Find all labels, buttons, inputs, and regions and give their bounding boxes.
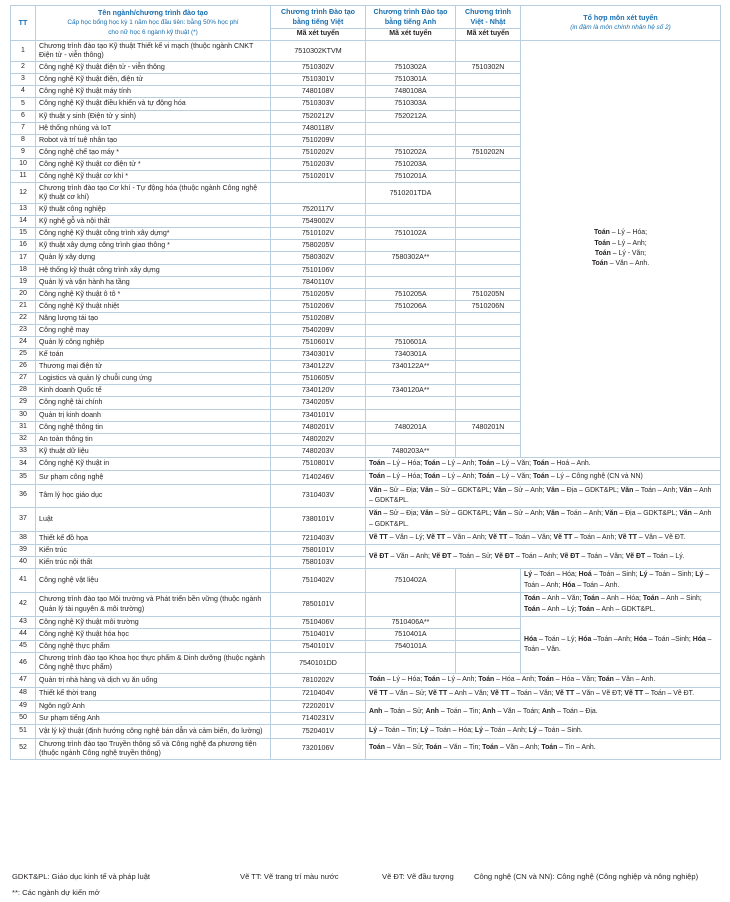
cell-index: 51	[11, 725, 36, 738]
cell-code-english: 7520212A	[366, 110, 456, 122]
cell-index: 26	[11, 361, 36, 373]
cell-program-name: Công nghệ may	[36, 324, 271, 336]
cell-code-english: 7510202A	[366, 146, 456, 158]
cell-code-english	[366, 324, 456, 336]
cell-code-vietnamese: 7340120V	[271, 385, 366, 397]
cell-code-vietnam-japan	[456, 629, 521, 641]
cell-program-name: Chương trình đào tạo Truyền thông số và Công nghệ đa phương tiện (thuộc ngành Công nghệ truyền thông)	[36, 738, 271, 759]
cell-code-english	[366, 433, 456, 445]
cell-program-name: Kỹ nghệ gỗ và nội thất	[36, 216, 271, 228]
table-row	[11, 738, 721, 759]
cell-program-name: Công nghệ Kỹ thuật hóa học	[36, 629, 271, 641]
cell-program-name: Công nghệ Kỹ thuật cơ khí *	[36, 170, 271, 182]
table-row	[11, 569, 721, 593]
header-cell-program-name: Tên ngành/chương trình đào tạo Cấp học bổng học kỳ 1 năm học đầu tiên: bằng 50% học phí cho nữ học 6 ngành kỹ thuật (*)	[36, 6, 271, 41]
cell-code-english	[366, 240, 456, 252]
cell-code-english: 7510205A	[366, 288, 456, 300]
cell-code-vietnamese: 7320106V	[271, 738, 366, 759]
table-row	[11, 471, 721, 484]
cell-index: 47	[11, 674, 36, 687]
cell-program-name: Kiến trúc nội thất	[36, 557, 271, 569]
cell-code-english: 7340301A	[366, 349, 456, 361]
cell-program-name: An toàn thông tin	[36, 433, 271, 445]
cell-code-vietnamese: 7480108V	[271, 86, 366, 98]
cell-code-vietnamese: 7140246V	[271, 471, 366, 484]
cell-index: 4	[11, 86, 36, 98]
cell-index: 1	[11, 41, 36, 62]
cell-code-vietnam-japan	[456, 433, 521, 445]
cell-code-vietnamese: 7480201V	[271, 421, 366, 433]
cell-code-vietnam-japan	[456, 158, 521, 170]
cell-index: 50	[11, 713, 36, 725]
cell-program-name: Công nghệ Kỹ thuật điều khiển và tự động hóa	[36, 98, 271, 110]
cell-code-english	[366, 41, 456, 62]
cell-index: 40	[11, 557, 36, 569]
cell-code-vietnam-japan	[456, 170, 521, 182]
cell-code-vietnamese: 7510209V	[271, 134, 366, 146]
cell-program-name: Công nghệ vật liệu	[36, 569, 271, 593]
cell-program-name: Chương trình đào tạo Kỹ thuật Thiết kế vi mạch (thuộc ngành CNKT Điện tử - viễn thông)	[36, 41, 271, 62]
cell-code-vietnam-japan: 7480201N	[456, 421, 521, 433]
cell-code-english: 7540101A	[366, 641, 456, 653]
cell-index: 25	[11, 349, 36, 361]
cell-program-name: Chương trình đào tạo Cơ khí - Tự động hóa (thuộc ngành Công nghệ Kỹ thuật cơ khí)	[36, 183, 271, 204]
cell-code-english	[366, 653, 456, 674]
cell-code-vietnam-japan	[456, 264, 521, 276]
cell-subject-combination: Vẽ TT – Văn – Sử; Vẽ TT – Anh – Văn; Vẽ TT – Toán – Văn; Vẽ TT – Văn – Vẽ ĐT; Vẽ TT – Toán – Vẽ ĐT.	[366, 687, 721, 700]
cell-program-name: Tâm lý học giáo dục	[36, 484, 271, 508]
cell-index: 8	[11, 134, 36, 146]
cell-index: 19	[11, 276, 36, 288]
cell-code-vietnamese: 7510206V	[271, 300, 366, 312]
cell-subject-combination: Anh – Toán – Sử; Anh – Toán – Tin; Anh – Văn – Toán; Anh – Toán – Địa.	[366, 701, 721, 725]
cell-program-name: Ngôn ngữ Anh	[36, 701, 271, 713]
cell-subject-combination: Văn – Sử – Địa; Văn – Sử – GDKT&PL; Văn – Sử – Anh; Văn – Toán – Anh; Văn – Địa – GDKT&PL; Văn – Anh – GDKT&PL.	[366, 508, 721, 532]
table-row	[11, 687, 721, 700]
cell-index: 23	[11, 324, 36, 336]
legend-note-new-majors: **: Các ngành dự kiến mở	[12, 888, 100, 897]
cell-code-english: 7340122A**	[366, 361, 456, 373]
cell-subject-combination: Toán – Lý – Hóa; Toán – Lý – Anh; Toán – Lý – Văn; Toán – Lý – Công nghệ (CN và NN)	[366, 471, 721, 484]
table-row	[11, 725, 721, 738]
cell-program-name: Công nghệ Kỹ thuật in	[36, 457, 271, 470]
cell-program-name: Kỹ thuật công nghiệp	[36, 204, 271, 216]
cell-program-name: Quản lý công nghiệp	[36, 337, 271, 349]
cell-code-english	[366, 397, 456, 409]
cell-index: 36	[11, 484, 36, 508]
cell-code-vietnamese: 7580101V	[271, 545, 366, 557]
table-row	[11, 41, 721, 62]
cell-program-name: Quản trị kinh doanh	[36, 409, 271, 421]
cell-program-name: Công nghệ tài chính	[36, 397, 271, 409]
cell-index: 52	[11, 738, 36, 759]
cell-index: 41	[11, 569, 36, 593]
subheader-code-vietnam-japan: Mã xét tuyển	[456, 29, 521, 41]
cell-code-vietnamese: 7510402V	[271, 569, 366, 593]
table-row	[11, 674, 721, 687]
header-cell-subject-combination: Tổ hợp môn xét tuyển (in đậm là môn chính nhân hệ số 2)	[521, 6, 721, 41]
cell-program-name: Quản lý và vận hành hạ tầng	[36, 276, 271, 288]
cell-code-vietnamese: 7510401V	[271, 629, 366, 641]
cell-code-vietnamese: 7580205V	[271, 240, 366, 252]
cell-index: 24	[11, 337, 36, 349]
cell-index: 33	[11, 445, 36, 457]
cell-code-vietnam-japan	[456, 204, 521, 216]
cell-code-english	[366, 593, 456, 617]
cell-code-vietnamese: 7510801V	[271, 457, 366, 470]
cell-index: 9	[11, 146, 36, 158]
cell-code-english: 7480203A**	[366, 445, 456, 457]
cell-code-vietnamese: 7340301V	[271, 349, 366, 361]
cell-index: 42	[11, 593, 36, 617]
cell-subject-combination: Lý – Toán – Tin; Lý – Toán – Hóa; Lý – Toán – Anh; Lý – Toán – Sinh.	[366, 725, 721, 738]
cell-code-english	[366, 204, 456, 216]
cell-code-vietnamese: 7210403V	[271, 531, 366, 544]
cell-code-english	[366, 122, 456, 134]
legend-gdktpl: GDKT&PL: Giáo dục kinh tế và pháp luật	[12, 872, 151, 881]
cell-code-vietnam-japan	[456, 98, 521, 110]
table-row	[11, 531, 721, 544]
cell-code-vietnamese: 7510205V	[271, 288, 366, 300]
cell-code-vietnam-japan	[456, 276, 521, 288]
cell-code-english	[366, 276, 456, 288]
cell-index: 35	[11, 471, 36, 484]
cell-code-vietnam-japan	[456, 385, 521, 397]
cell-code-english: 7510401A	[366, 629, 456, 641]
cell-program-name: Thiết kế thời trang	[36, 687, 271, 700]
cell-code-vietnamese: 7210404V	[271, 687, 366, 700]
cell-index: 14	[11, 216, 36, 228]
subheader-code-vietnamese: Mã xét tuyển	[271, 29, 366, 41]
legend-ve-dt: Vẽ ĐT: Vẽ đầu tượng	[382, 872, 454, 881]
cell-code-vietnam-japan	[456, 361, 521, 373]
cell-code-english	[366, 373, 456, 385]
cell-code-vietnam-japan	[456, 337, 521, 349]
cell-code-english	[366, 216, 456, 228]
cell-code-vietnamese: 7510201V	[271, 170, 366, 182]
cell-index: 29	[11, 397, 36, 409]
cell-code-vietnam-japan: 7510205N	[456, 288, 521, 300]
table-row	[11, 616, 721, 628]
cell-program-name: Công nghệ Kỹ thuật nhiệt	[36, 300, 271, 312]
cell-code-english: 7510203A	[366, 158, 456, 170]
cell-index: 44	[11, 629, 36, 641]
cell-code-vietnam-japan	[456, 409, 521, 421]
cell-index: 32	[11, 433, 36, 445]
cell-code-english: 7510302A	[366, 62, 456, 74]
cell-code-vietnamese: 7510303V	[271, 98, 366, 110]
cell-code-vietnamese: 7850101V	[271, 593, 366, 617]
cell-index: 30	[11, 409, 36, 421]
cell-program-name: Hệ thống kỹ thuật công trình xây dựng	[36, 264, 271, 276]
cell-code-english: 7510601A	[366, 337, 456, 349]
cell-code-vietnamese: 7810202V	[271, 674, 366, 687]
cell-code-english: 7480108A	[366, 86, 456, 98]
cell-program-name: Hệ thống nhúng và IoT	[36, 122, 271, 134]
cell-index: 34	[11, 457, 36, 470]
cell-code-vietnam-japan	[456, 122, 521, 134]
cell-subject-combination: Toán – Lý – Hóa; Toán – Lý – Anh; Toán – Lý – Văn; Toán – Hoá – Anh.	[366, 457, 721, 470]
admissions-table	[10, 5, 721, 760]
cell-code-vietnam-japan	[456, 653, 521, 674]
cell-code-vietnamese: 7340122V	[271, 361, 366, 373]
cell-subject-combination: Toán – Văn – Sử; Toán – Văn – Tin; Toán – Văn – Anh; Toán – Tin – Anh.	[366, 738, 721, 759]
cell-code-vietnamese: 7510302V	[271, 62, 366, 74]
cell-code-vietnamese: 7510302KTVM	[271, 41, 366, 62]
cell-code-vietnam-japan	[456, 445, 521, 457]
cell-code-vietnam-japan	[456, 593, 521, 617]
cell-code-english: 7510406A**	[366, 616, 456, 628]
cell-program-name: Kiến trúc	[36, 545, 271, 557]
cell-index: 28	[11, 385, 36, 397]
legend-block	[12, 872, 728, 897]
cell-code-vietnamese: 7520212V	[271, 110, 366, 122]
cell-code-vietnamese: 7580103V	[271, 557, 366, 569]
cell-code-vietnamese: 7380101V	[271, 508, 366, 532]
cell-code-vietnamese	[271, 183, 366, 204]
cell-program-name: Quản lý xây dựng	[36, 252, 271, 264]
cell-program-name: Kỹ thuật y sinh (Điện tử y sinh)	[36, 110, 271, 122]
cell-subject-combination: Hóa – Toán – Lý; Hóa –Toán –Anh; Hóa – Toán –Sinh; Hóa – Toán – Văn.	[521, 616, 721, 673]
cell-index: 13	[11, 204, 36, 216]
cell-program-name: Năng lượng tái tạo	[36, 312, 271, 324]
cell-program-name: Kỹ thuật dữ liệu	[36, 445, 271, 457]
cell-program-name: Công nghệ Kỹ thuật môi trường	[36, 616, 271, 628]
cell-code-vietnamese: 7510406V	[271, 616, 366, 628]
table-row	[11, 593, 721, 617]
cell-code-english: 7510206A	[366, 300, 456, 312]
table-row	[11, 484, 721, 508]
cell-program-name: Công nghệ Kỹ thuật ô tô *	[36, 288, 271, 300]
cell-index: 11	[11, 170, 36, 182]
cell-code-vietnam-japan	[456, 312, 521, 324]
cell-program-name: Kinh doanh Quốc tế	[36, 385, 271, 397]
cell-code-vietnamese: 7520401V	[271, 725, 366, 738]
cell-code-vietnam-japan	[456, 397, 521, 409]
cell-index: 39	[11, 545, 36, 557]
legend-ve-tt: Vẽ TT: Vẽ trang trí màu nước	[240, 872, 339, 881]
cell-code-vietnamese: 7510106V	[271, 264, 366, 276]
cell-code-english	[366, 134, 456, 146]
cell-program-name: Kế toán	[36, 349, 271, 361]
cell-code-vietnamese: 7549002V	[271, 216, 366, 228]
cell-index: 45	[11, 641, 36, 653]
cell-code-english: 7510102A	[366, 228, 456, 240]
cell-code-vietnamese: 7340205V	[271, 397, 366, 409]
cell-code-english: 7510201TDA	[366, 183, 456, 204]
cell-program-name: Công nghệ thông tin	[36, 421, 271, 433]
subheader-code-english: Mã xét tuyển	[366, 29, 456, 41]
cell-code-vietnamese: 7510203V	[271, 158, 366, 170]
cell-code-vietnam-japan	[456, 41, 521, 62]
cell-program-name: Robot và trí tuệ nhân tạo	[36, 134, 271, 146]
cell-code-vietnam-japan	[456, 373, 521, 385]
cell-index: 3	[11, 74, 36, 86]
cell-code-vietnamese: 7510601V	[271, 337, 366, 349]
cell-index: 43	[11, 616, 36, 628]
legend-cong-nghe: Công nghệ (CN và NN): Công nghệ (Công nghiệp và nông nghiệp)	[474, 872, 699, 881]
cell-code-vietnam-japan: 7510206N	[456, 300, 521, 312]
cell-code-english: 7340120A**	[366, 385, 456, 397]
cell-index: 31	[11, 421, 36, 433]
header-cell-tt: TT	[11, 6, 36, 41]
cell-index: 46	[11, 653, 36, 674]
cell-code-vietnam-japan: 7510302N	[456, 62, 521, 74]
cell-index: 5	[11, 98, 36, 110]
cell-index: 21	[11, 300, 36, 312]
cell-code-vietnamese: 7840110V	[271, 276, 366, 288]
cell-program-name: Luật	[36, 508, 271, 532]
cell-index: 15	[11, 228, 36, 240]
cell-code-english: 7580302A**	[366, 252, 456, 264]
cell-code-vietnam-japan	[456, 86, 521, 98]
table-row	[11, 508, 721, 532]
cell-code-vietnam-japan	[456, 240, 521, 252]
cell-code-vietnamese: 7480203V	[271, 445, 366, 457]
cell-code-vietnamese: 7520117V	[271, 204, 366, 216]
cell-program-name: Công nghệ thực phẩm	[36, 641, 271, 653]
cell-index: 38	[11, 531, 36, 544]
cell-subject-combination: Toán – Lý – Hóa; Toán – Lý – Anh; Toán – Hóa – Anh; Toán – Hóa – Văn; Toán – Văn – Anh.	[366, 674, 721, 687]
cell-index: 22	[11, 312, 36, 324]
cell-code-english	[366, 409, 456, 421]
cell-index: 48	[11, 687, 36, 700]
cell-code-vietnam-japan	[456, 74, 521, 86]
cell-index: 12	[11, 183, 36, 204]
cell-program-name: Vật lý kỹ thuật (định hướng công nghệ bán dẫn và cảm biến, đo lường)	[36, 725, 271, 738]
table-row	[11, 701, 721, 713]
cell-code-english: 7510201A	[366, 170, 456, 182]
cell-code-vietnam-japan	[456, 110, 521, 122]
cell-code-vietnamese: 7140231V	[271, 713, 366, 725]
cell-index: 27	[11, 373, 36, 385]
cell-code-vietnam-japan	[456, 252, 521, 264]
cell-program-name: Chương trình đào tạo Môi trường và Phát triển bền vững (thuộc ngành Quản lý tài nguyên & môi trường)	[36, 593, 271, 617]
cell-code-vietnamese: 7580302V	[271, 252, 366, 264]
cell-subject-combination: Văn – Sử – Địa; Văn – Sử – GDKT&PL; Văn – Sử – Anh; Văn – Địa – GDKT&PL; Văn – Toán – Anh; Văn – Anh – GDKT&PL.	[366, 484, 721, 508]
cell-code-vietnamese: 7310403V	[271, 484, 366, 508]
legend-row-1	[12, 872, 728, 886]
cell-code-vietnam-japan	[456, 216, 521, 228]
cell-code-vietnamese: 7480118V	[271, 122, 366, 134]
cell-code-vietnamese: 7510102V	[271, 228, 366, 240]
cell-code-english: 7510303A	[366, 98, 456, 110]
cell-index: 6	[11, 110, 36, 122]
cell-code-vietnamese: 7220201V	[271, 701, 366, 713]
header-cell-vietnamese-program: Chương trình Đào tạo bằng tiếng Việt	[271, 6, 366, 29]
cell-program-name: Quản trị nhà hàng và dịch vụ ăn uống	[36, 674, 271, 687]
cell-code-vietnam-japan	[456, 641, 521, 653]
cell-program-name: Thiết kế đồ họa	[36, 531, 271, 544]
cell-code-vietnamese: 7480202V	[271, 433, 366, 445]
cell-index: 10	[11, 158, 36, 170]
cell-index: 7	[11, 122, 36, 134]
cell-code-vietnam-japan: 7510202N	[456, 146, 521, 158]
cell-code-vietnam-japan	[456, 324, 521, 336]
cell-code-vietnamese: 7510208V	[271, 312, 366, 324]
cell-index: 18	[11, 264, 36, 276]
cell-index: 37	[11, 508, 36, 532]
cell-subject-combination: Lý – Toán – Hóa; Hoá – Toán – Sinh; Lý – Toán – Sinh; Lý – Toán – Anh; Hóa – Toán – Anh.	[521, 569, 721, 593]
cell-code-english	[366, 312, 456, 324]
cell-code-vietnamese: 7540209V	[271, 324, 366, 336]
cell-program-name: Kỹ thuật xây dựng công trình giao thông *	[36, 240, 271, 252]
cell-code-vietnamese: 7510301V	[271, 74, 366, 86]
cell-code-vietnamese: 7510202V	[271, 146, 366, 158]
cell-index: 20	[11, 288, 36, 300]
cell-program-name: Công nghệ Kỹ thuật điện tử - viễn thông	[36, 62, 271, 74]
cell-code-vietnam-japan	[456, 183, 521, 204]
cell-code-vietnam-japan	[456, 569, 521, 593]
cell-code-vietnam-japan	[456, 616, 521, 628]
cell-subject-combination: Vẽ TT – Văn – Lý; Vẽ TT – Văn – Anh; Vẽ TT – Toán – Văn; Vẽ TT – Toán – Anh; Vẽ TT – Văn – Vẽ ĐT.	[366, 531, 721, 544]
header-cell-english-program: Chương trình Đào tạo bằng tiếng Anh	[366, 6, 456, 29]
cell-code-vietnamese: 7540101V	[271, 641, 366, 653]
cell-program-name: Công nghệ Kỹ thuật điện, điện tử	[36, 74, 271, 86]
cell-program-name: Công nghệ Kỹ thuật công trình xây dựng*	[36, 228, 271, 240]
cell-subject-combination: Vẽ ĐT – Văn – Anh; Vẽ ĐT – Toán – Sử; Vẽ ĐT – Toán – Anh; Vẽ ĐT – Toán – Văn; Vẽ ĐT – Toán – Lý.	[366, 545, 721, 569]
cell-program-name: Sư phạm công nghệ	[36, 471, 271, 484]
cell-index: 49	[11, 701, 36, 713]
cell-code-english: 7510301A	[366, 74, 456, 86]
cell-program-name: Sư phạm tiếng Anh	[36, 713, 271, 725]
cell-subject-combination: Toán – Anh – Văn; Toán – Anh – Hóa; Toán – Anh – Sinh; Toán – Anh – Lý; Toán – Anh – GDKT&PL.	[521, 593, 721, 617]
cell-program-name: Thương mại điện tử	[36, 361, 271, 373]
cell-code-vietnam-japan	[456, 228, 521, 240]
cell-program-name: Logistics và quản lý chuỗi cung ứng	[36, 373, 271, 385]
table-header-row	[11, 6, 721, 29]
table-row	[11, 545, 721, 557]
header-cell-vietnam-japan-program: Chương trình Việt - Nhật	[456, 6, 521, 29]
cell-program-name: Công nghệ Kỹ thuật cơ điện tử *	[36, 158, 271, 170]
cell-index: 2	[11, 62, 36, 74]
cell-index: 16	[11, 240, 36, 252]
cell-code-vietnam-japan	[456, 134, 521, 146]
table-row	[11, 457, 721, 470]
cell-code-english: 7480201A	[366, 421, 456, 433]
cell-code-english: 7510402A	[366, 569, 456, 593]
cell-program-name: Chương trình đào tạo Khoa học thực phẩm & Dinh dưỡng (thuộc ngành Công nghệ thực phẩm)	[36, 653, 271, 674]
cell-subject-combination: Toán – Lý – Hóa; Toán – Lý – Anh; Toán – Lý - Văn; Toán – Văn – Anh.	[521, 41, 721, 458]
cell-program-name: Công nghệ Kỹ thuật máy tính	[36, 86, 271, 98]
cell-index: 17	[11, 252, 36, 264]
cell-code-vietnamese: 7340101V	[271, 409, 366, 421]
cell-code-english	[366, 264, 456, 276]
cell-program-name: Công nghệ chế tạo máy *	[36, 146, 271, 158]
cell-code-vietnamese: 7540101DD	[271, 653, 366, 674]
cell-code-vietnam-japan	[456, 349, 521, 361]
cell-code-vietnamese: 7510605V	[271, 373, 366, 385]
